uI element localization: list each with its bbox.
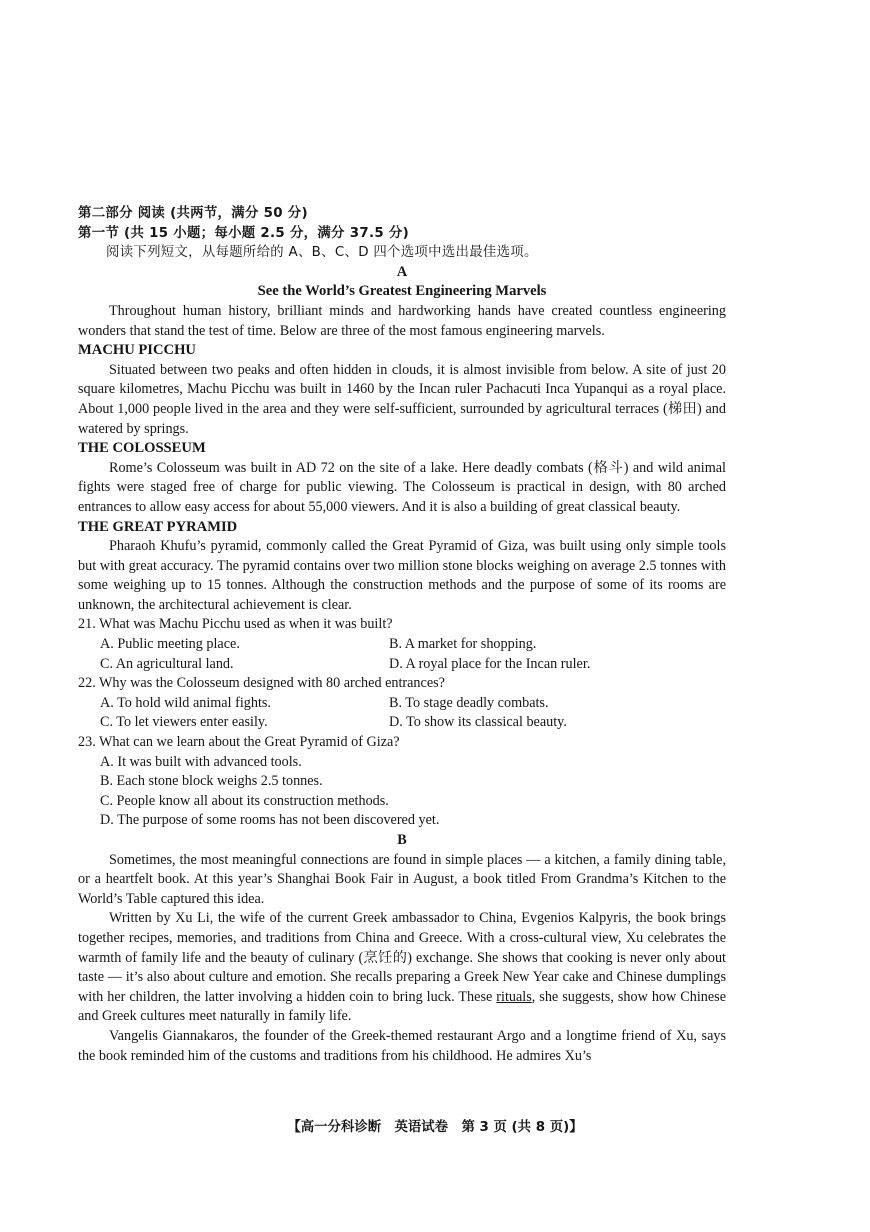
question-23-option-b: B. Each stone block weighs 2.5 tonnes. [100,773,323,790]
passage-b-paragraph-2-part-2: , she suggests, show how Chinese and Greek cultures meet naturally in family life. [78,988,726,1025]
section-text-machu-picchu: Situated between two peaks and often hidden in clouds, it is almost invisible from below. A site of just 20 square kilometres, Machu Picchu was built in 1460 by the Incan ruler Pachacuti Inca Yupanqui as a royal place. About 1,000 people lived in the area and they were self-sufficient, surrounded by agricultural terraces (梯田) and watered by springs. [78,361,726,437]
passage-a-intro: Throughout human history, brilliant minds and hardworking hands have created countless engineering wonders that stand the test of time. Below are three of the most famous engineering marvels. [78,302,726,339]
passage-b-paragraph-2 [78,909,726,1027]
section-heading-colosseum: THE COLOSSEUM [78,440,206,457]
question-21-stem: 21. What was Machu Picchu used as when it was built? [78,616,393,633]
question-21-option-b: B. A market for shopping. [389,636,537,653]
section-text-colosseum: Rome’s Colosseum was built in AD 72 on the site of a lake. Here deadly combats (格斗) and wild animal fights were staged free of charge for public viewing. The Colosseum is practical in design, with 80 arched entrances to allow easy access for about 55,000 viewers. And it is also a building of great classical beauty. [78,459,726,515]
section-heading-machu-picchu: MACHU PICCHU [78,342,196,359]
instruction: 阅读下列短文，从每题所给的 A、B、C、D 四个选项中选出最佳选项。 [106,245,538,261]
section-text-great-pyramid: Pharaoh Khufu’s pyramid, commonly called the Great Pyramid of Giza, was built using only simple tools but with great accuracy. The pyramid contains over two million stone blocks weighing on average 2.5 tonnes with some weighing up to 15 tonnes. Although the construction methods and the purpose of some of its rooms are unknown, the architectural achievement is clear. [78,538,726,613]
question-23-option-a: A. It was built with advanced tools. [100,753,302,770]
passage-b-paragraph-2-part-1: Written by Xu Li, the wife of the current Greek ambassador to China, Evgenios Kalpyris, the book brings together recipes, memories, and traditions from China and Greece. With a cross-cultural view, Xu celebrates the warmth of family life and the beauty of culinary (烹饪的) exchange. She shows that cooking is never only about taste — it’s also about culture and emotion. She recalls preparing a Greek New Year cake and Chinese dumplings with her children, the latter involving a hidden coin to bring luck. These [78,910,726,1005]
question-23-options [78,753,726,831]
part-header: 第二部分 阅读 (共两节，满分 50 分) [78,206,308,221]
question-21-option-c: C. An agricultural land. [100,655,234,672]
question-22-option-d: D. To show its classical beauty. [389,714,567,731]
question-22-stem: 22. Why was the Colosseum designed with 80 arched entrances? [78,675,445,692]
question-22-option-b: B. To stage deadly combats. [389,694,549,711]
question-23-option-d: D. The purpose of some rooms has not been discovered yet. [100,812,440,829]
question-21-option-d: D. A royal place for the Incan ruler. [389,655,591,672]
page-footer: 【高一分科诊断 英语试卷 第 3 页 (共 8 页)】 [287,1120,583,1135]
underlined-word-rituals: rituals [496,988,532,1005]
passage-a-title: See the World’s Greatest Engineering Marvels [257,283,547,300]
passage-a-letter: A [396,263,408,280]
question-21-options [78,635,726,674]
question-22-option-c: C. To let viewers enter easily. [100,714,268,731]
question-22-option-a: A. To hold wild animal fights. [100,694,271,711]
passage-b-letter: B [397,832,407,848]
section-heading-great-pyramid: THE GREAT PYRAMID [78,518,238,535]
passage-b-paragraph-1: Sometimes, the most meaningful connections are found in simple places — a kitchen, a family dining table, or a heartfelt book. At this year’s Shanghai Book Fair in August, a book titled From Grandma’s Kitchen to the World’s Table captured this idea. [78,851,726,907]
question-21-option-a: A. Public meeting place. [100,636,240,653]
section-header: 第一节 (共 15 小题；每小题 2.5 分，满分 37.5 分) [78,225,410,241]
exam-page [78,204,726,1066]
passage-b-paragraph-3: Vangelis Giannakaros, the founder of the Greek-themed restaurant Argo and a longtime friend of Xu, says the book reminded him of the customs and traditions from his childhood. He admires Xu’s [78,1027,726,1064]
question-23-stem: 23. What can we learn about the Great Pyramid of Giza? [78,734,400,751]
question-23-option-c: C. People know all about its construction methods. [100,792,389,809]
question-22-options [78,694,726,733]
